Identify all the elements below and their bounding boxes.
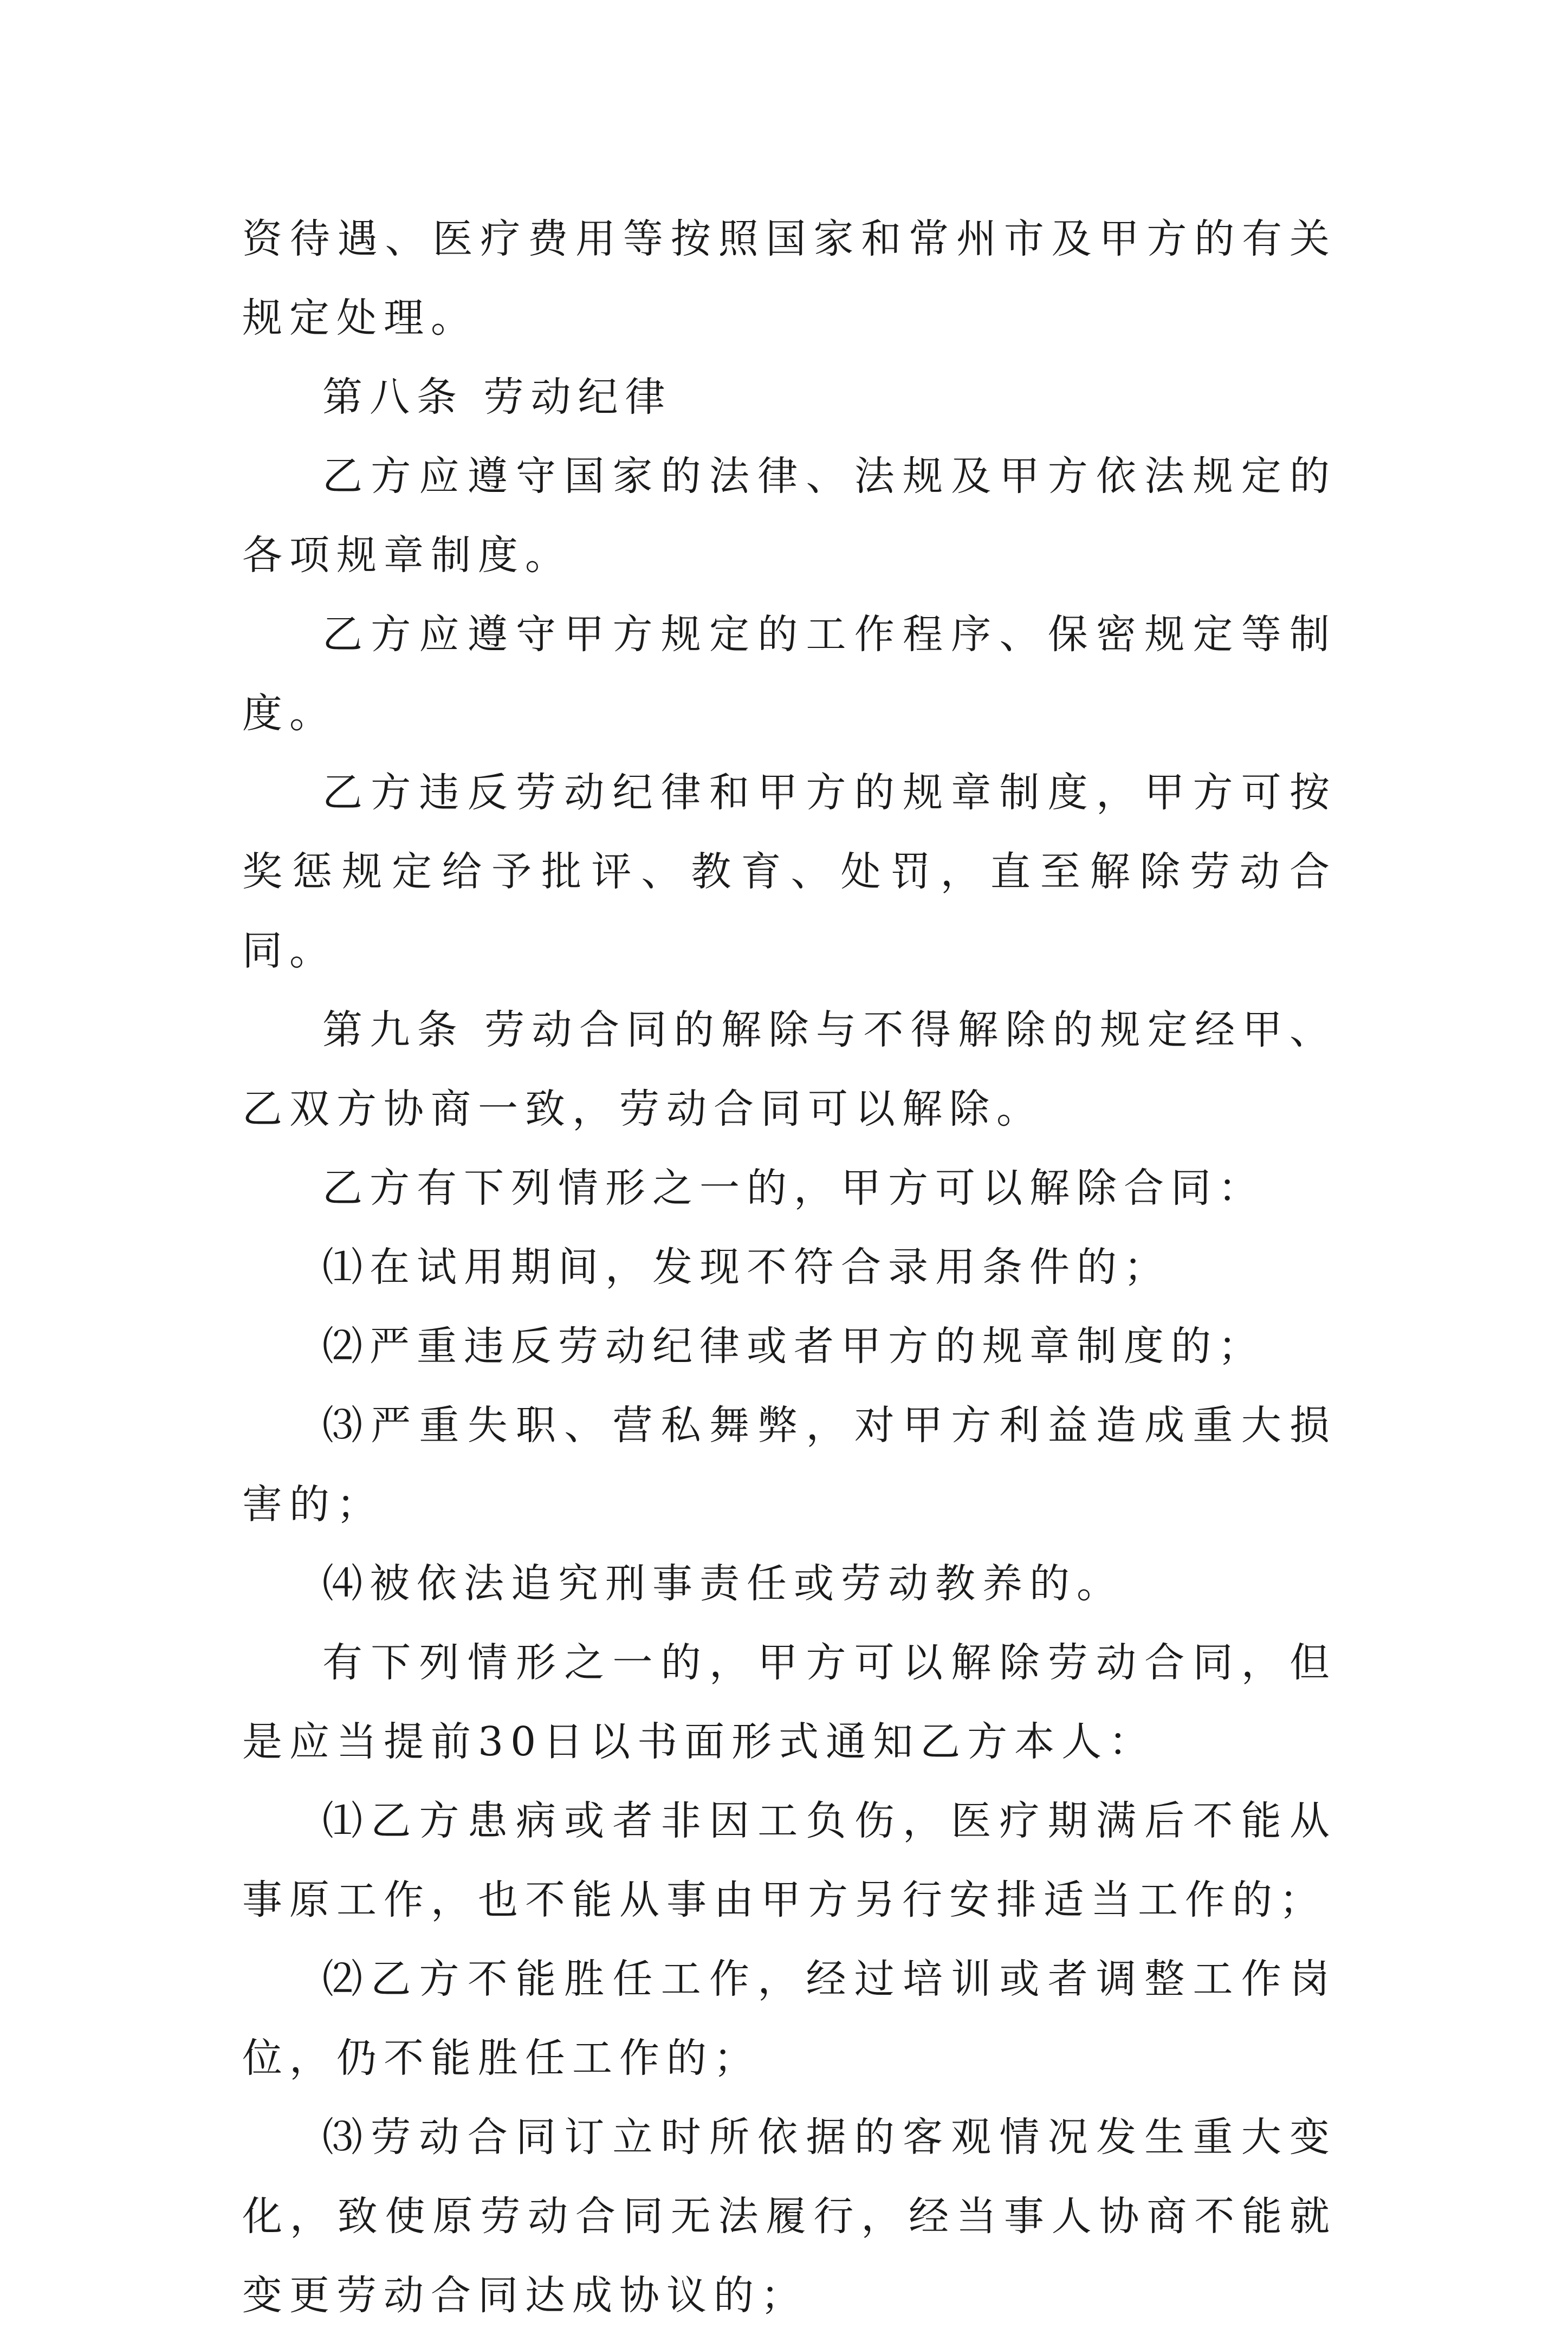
list-item: ⑷被依法追究刑事责任或劳动教养的。	[322, 1560, 1124, 1607]
article-8-heading: 第八条 劳动纪律	[322, 374, 672, 420]
list-item: ⑴在试用期间，发现不符合录用条件的；	[322, 1244, 1171, 1290]
document-body	[242, 199, 1337, 2335]
paragraph-continuation: 资待遇、医疗费用等按照国家和常州市及甲方的有关规定处理。	[242, 216, 1337, 341]
list-item: ⑵乙方不能胜任工作，经过培训或者调整工作岗位，仍不能胜任工作的；	[242, 1956, 1337, 2081]
paragraph: 有下列情形之一的，甲方可以解除劳动合同，但是应当提前30日以书面形式通知乙方本人：	[242, 1639, 1337, 1765]
article-9-heading: 第九条 劳动合同的解除与不得解除的规定经甲、乙双方协商一致，劳动合同可以解除。	[242, 1007, 1337, 1132]
list-item: ⑶严重失职、营私舞弊，对甲方利益造成重大损害的；	[242, 1402, 1337, 1528]
paragraph: 乙方违反劳动纪律和甲方的规章制度，甲方可按奖惩规定给予批评、教育、处罚，直至解除劳动合同。	[242, 769, 1337, 974]
paragraph: 乙方有下列情形之一的，甲方可以解除合同：	[322, 1165, 1265, 1211]
paragraph: 乙方应遵守国家的法律、法规及甲方依法规定的各项规章制度。	[242, 453, 1337, 579]
list-item: ⑵严重违反劳动纪律或者甲方的规章制度的；	[322, 1323, 1265, 1370]
list-item: ⑴乙方患病或者非因工负伤，医疗期满后不能从事原工作，也不能从事由甲方另行安排适当工作的；	[242, 1798, 1337, 1923]
paragraph: 乙方应遵守甲方规定的工作程序、保密规定等制度。	[242, 611, 1337, 737]
list-item: ⑶劳动合同订立时所依据的客观情况发生重大变化，致使原劳动合同无法履行，经当事人协商不能就变更劳动合同达成协议的；	[242, 2114, 1337, 2319]
